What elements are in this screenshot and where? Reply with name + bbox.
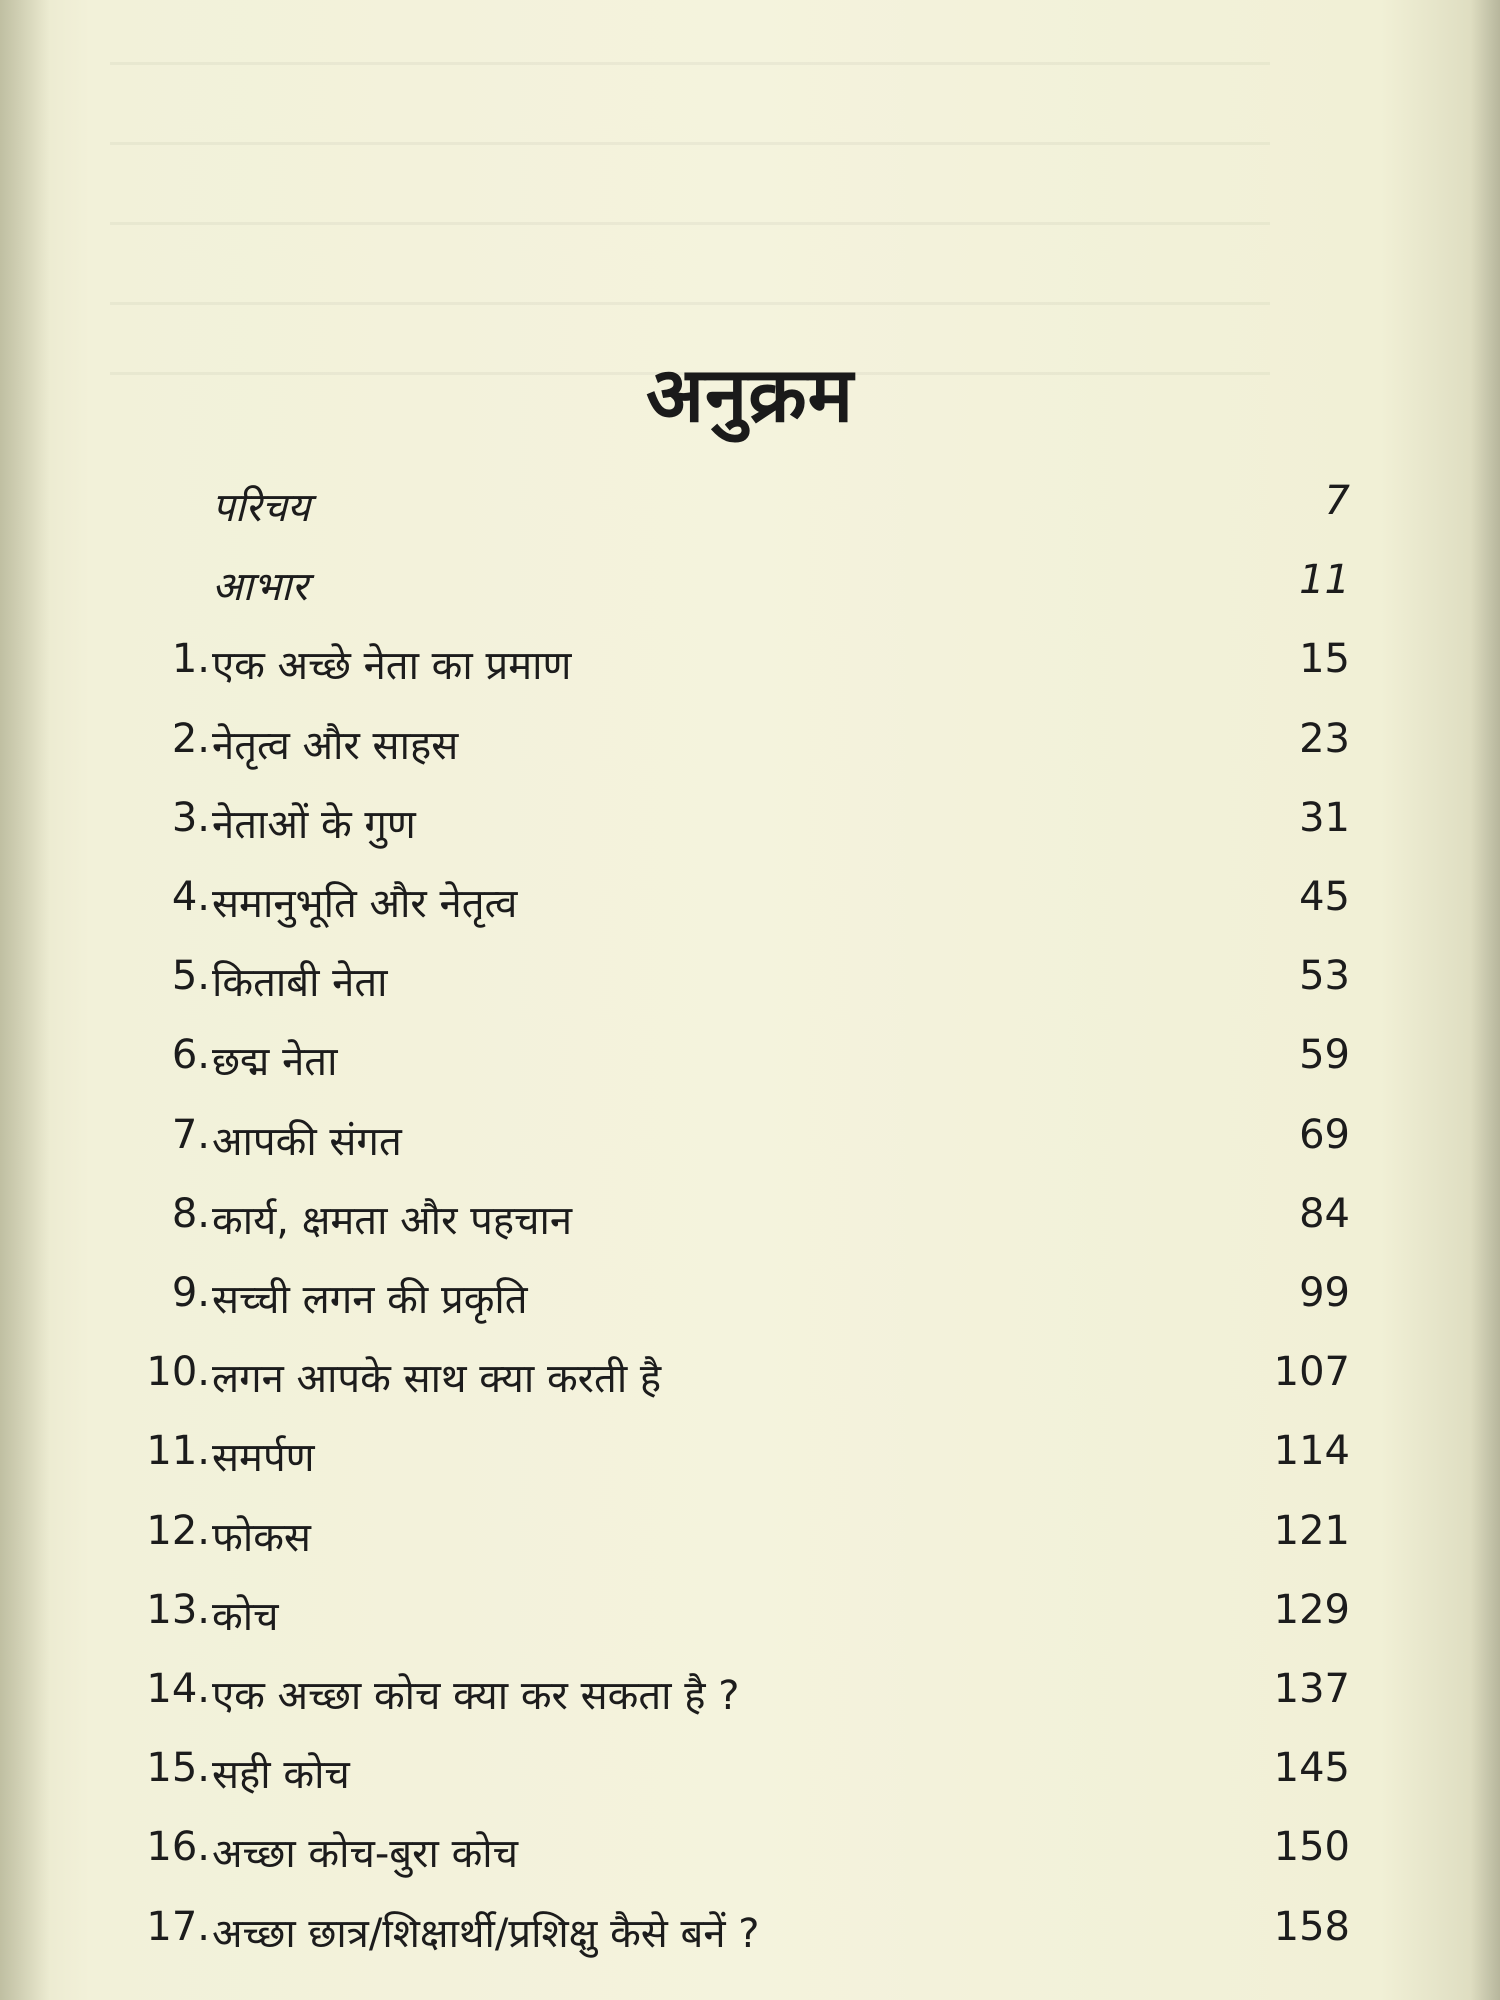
- toc-entry: [0, 1904, 1500, 1974]
- toc-entry: [0, 1587, 1500, 1657]
- bleed-through-line: [110, 222, 1270, 225]
- toc-entry-title: नेतृत्व और साहस: [212, 723, 459, 769]
- toc-entry-page-number: 31: [1299, 795, 1350, 841]
- toc-entry: [0, 1508, 1500, 1578]
- toc-entry-page-number: 99: [1299, 1270, 1350, 1316]
- toc-entry: [0, 557, 1500, 627]
- toc-entry-number: 3.: [171, 795, 210, 841]
- toc-entry-page-number: 23: [1299, 716, 1350, 762]
- toc-entry: [0, 478, 1500, 548]
- toc-entry-page-number: 53: [1299, 953, 1350, 999]
- toc-entry-number: 7.: [171, 1112, 210, 1158]
- toc-entry-page-number: 121: [1273, 1508, 1350, 1554]
- toc-entry: [0, 1349, 1500, 1419]
- toc-entry-number: 6.: [171, 1032, 210, 1078]
- toc-entry: [0, 716, 1500, 786]
- toc-entry-page-number: 114: [1273, 1428, 1350, 1474]
- toc-entry-number: 8.: [171, 1191, 210, 1237]
- toc-entry-number: 11.: [146, 1428, 210, 1474]
- toc-entry-title: अच्छा छात्र/शिक्षार्थी/प्रशिक्षु कैसे बनें ?: [212, 1911, 760, 1957]
- toc-entry-number: 15.: [146, 1745, 210, 1791]
- toc-entry-title: नेताओं के गुण: [212, 802, 416, 848]
- toc-entry-title: अच्छा कोच-बुरा कोच: [212, 1831, 519, 1877]
- toc-entry-title: किताबी नेता: [212, 960, 388, 1006]
- toc-entry-page-number: 11: [1299, 557, 1350, 603]
- bleed-through-line: [110, 142, 1270, 145]
- toc-entry: [0, 1112, 1500, 1182]
- toc-entry-page-number: 137: [1273, 1666, 1350, 1712]
- toc-entry-page-number: 59: [1299, 1032, 1350, 1078]
- toc-entry-number: 10.: [146, 1349, 210, 1395]
- toc-entry: [0, 795, 1500, 865]
- toc-entry-number: 13.: [146, 1587, 210, 1633]
- toc-entry: [0, 1666, 1500, 1736]
- page-title: अनुक्रम: [645, 349, 855, 439]
- toc-entry-number: 14.: [146, 1666, 210, 1712]
- toc-entry-title: छद्म नेता: [212, 1039, 338, 1085]
- toc-entry: [0, 1270, 1500, 1340]
- bleed-through-line: [110, 302, 1270, 305]
- toc-entry-page-number: 158: [1273, 1904, 1350, 1950]
- toc-entry-title: परिचय: [212, 485, 311, 531]
- toc-entry-title: एक अच्छा कोच क्या कर सकता है ?: [212, 1673, 740, 1719]
- toc-entry: [0, 1191, 1500, 1261]
- toc-entry: [0, 1824, 1500, 1894]
- toc-entry-title: कार्य, क्षमता और पहचान: [212, 1198, 573, 1244]
- toc-entry-page-number: 15: [1299, 636, 1350, 682]
- toc-entry-title: कोच: [212, 1594, 279, 1640]
- toc-entry: [0, 636, 1500, 706]
- toc-entry-number: 16.: [146, 1824, 210, 1870]
- toc-entry-title: सही कोच: [212, 1752, 350, 1798]
- toc-entry: [0, 1032, 1500, 1102]
- bleed-through-line: [110, 62, 1270, 65]
- toc-entry-page-number: 69: [1299, 1112, 1350, 1158]
- toc-entry-page-number: 107: [1273, 1349, 1350, 1395]
- toc-entry-title: आपकी संगत: [212, 1119, 402, 1165]
- toc-entry-number: 2.: [171, 716, 210, 762]
- toc-entry-number: 17.: [146, 1904, 210, 1950]
- toc-entry-title: सच्ची लगन की प्रकृति: [212, 1277, 528, 1323]
- toc-entry-number: 4.: [171, 874, 210, 920]
- toc-entry-page-number: 150: [1273, 1824, 1350, 1870]
- toc-entry-title: समर्पण: [212, 1435, 315, 1481]
- toc-entry-title: लगन आपके साथ क्या करती है: [212, 1356, 662, 1402]
- toc-entry: [0, 1745, 1500, 1815]
- toc-entry-title: एक अच्छे नेता का प्रमाण: [212, 643, 572, 689]
- toc-entry-title: फोकस: [212, 1515, 311, 1561]
- toc-entry-number: 5.: [171, 953, 210, 999]
- toc-entry-page-number: 7: [1324, 478, 1350, 524]
- toc-entry: [0, 874, 1500, 944]
- toc-entry-page-number: 129: [1273, 1587, 1350, 1633]
- toc-entry: [0, 1428, 1500, 1498]
- toc-entry-page-number: 84: [1299, 1191, 1350, 1237]
- toc-entry-title: समानुभूति और नेतृत्व: [212, 881, 518, 927]
- toc-entry-page-number: 145: [1273, 1745, 1350, 1791]
- toc-entry-title: आभार: [212, 564, 308, 610]
- toc-entry-page-number: 45: [1299, 874, 1350, 920]
- toc-entry-number: 12.: [146, 1508, 210, 1554]
- toc-entry-number: 1.: [171, 636, 210, 682]
- toc-entry-number: 9.: [171, 1270, 210, 1316]
- toc-entry: [0, 953, 1500, 1023]
